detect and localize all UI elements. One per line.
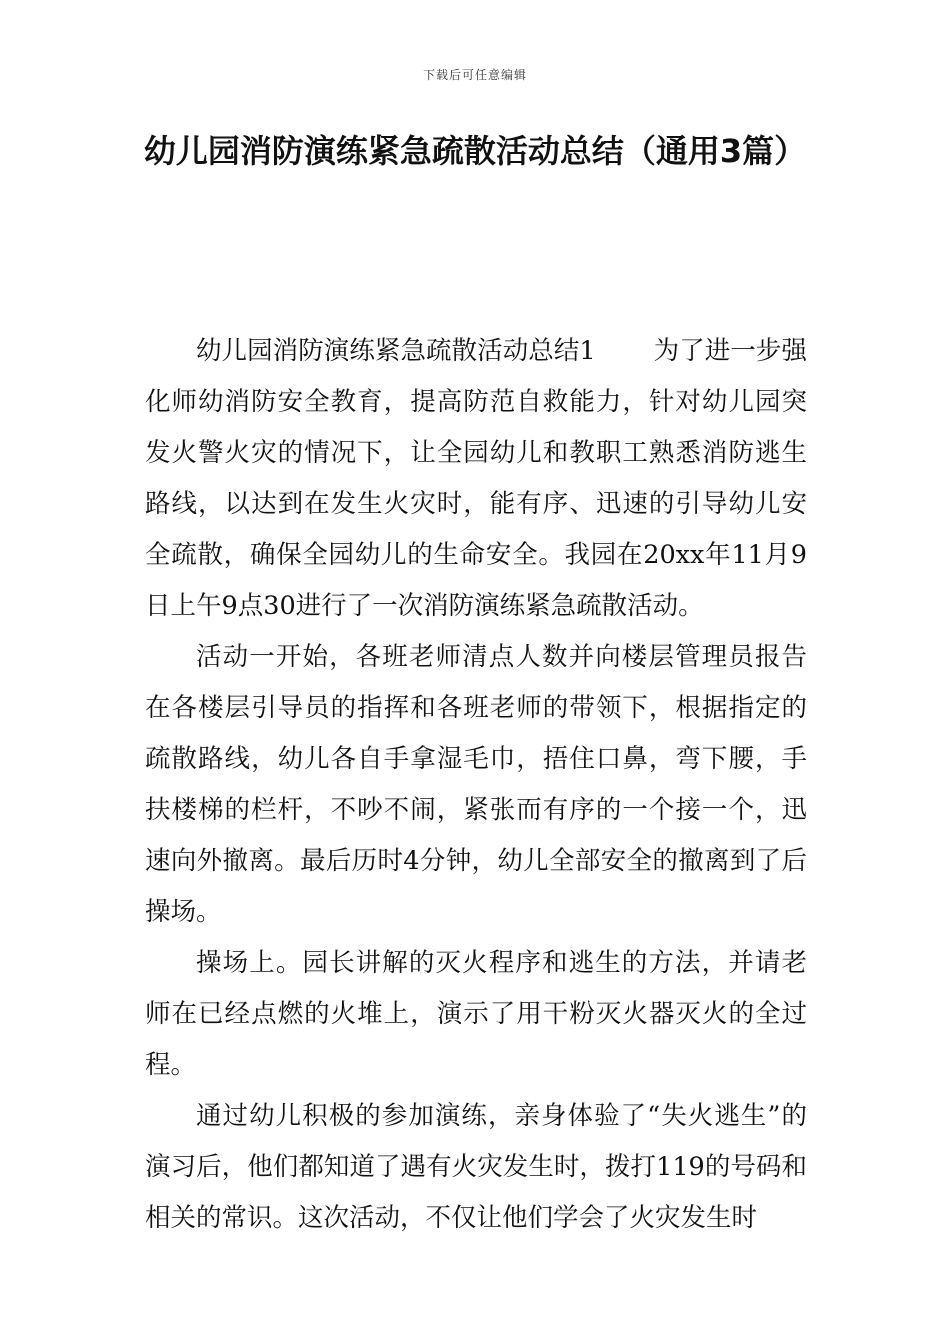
header-note: 下载后可任意编辑 [422,68,527,82]
paragraph-4: 通过幼儿积极的参加演练，亲身体验了“失火逃生”的演习后，他们都知道了遇有火灾发生时，拨打119的号码和相关的常识。这次活动，不仅让他们学会了火灾发生时 [145,1101,807,1233]
paragraph-1 [145,326,807,632]
paragraph-text: 为了进一步强化师幼消防安全教育，提高防范自救能力，针对幼儿园突发火警火灾的情况下，让全园幼儿和教职工熟悉消防逃生路线，以达到在发生火灾时，能有序、迅速的引导幼儿安全疏散，确保全园幼儿的生命安全。我园在20xx年11月9日上午9点30进行了一次消防演练紧急疏散活动。 [145,336,807,621]
document-title: 幼儿园消防演练紧急疏散活动总结（通用3篇） [143,132,807,170]
paragraph-2: 活动一开始，各班老师清点人数并向楼层管理员报告在各楼层引导员的指挥和各班老师的带领下，根据指定的疏散路线，幼儿各自手拿湿毛巾，捂住口鼻，弯下腰，手扶楼梯的栏杆，不吵不闹，紧张而有序的一个接一个，迅速向外撤离。最后历时4分钟，幼儿全部安全的撤离到了后操场。 [145,642,807,927]
document-body [145,326,807,1244]
paragraph-3: 操场上。园长讲解的灭火程序和逃生的方法，并请老师在已经点燃的火堆上，演示了用干粉灭火器灭火的全过程。 [145,948,807,1080]
section-heading: 幼儿园消防演练紧急疏散活动总结1 [196,336,596,366]
